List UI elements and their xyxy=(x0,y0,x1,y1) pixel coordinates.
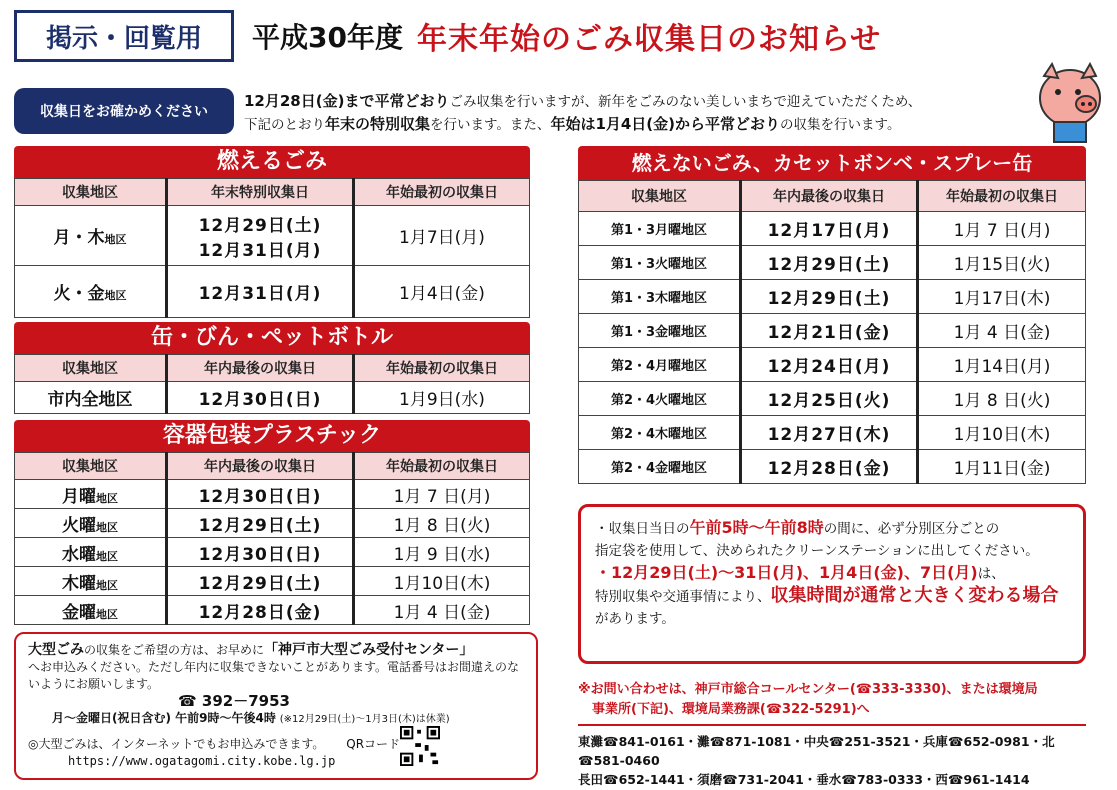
oversize-center: 「神戸市大型ごみ受付センター」 xyxy=(264,642,474,658)
phones-line2: 長田☎652-1441・須磨☎731-2041・垂水☎783-0333・西☎961-1414 xyxy=(578,772,1030,787)
col-first: 年始最初の収集日 xyxy=(354,179,530,206)
oversize-hours-line xyxy=(28,710,524,728)
burnable-table xyxy=(14,178,530,318)
cans-title: 缶・びん・ペットボトル xyxy=(14,322,530,354)
table-row xyxy=(15,596,530,625)
oversize-b: の収集をご希望の方は、お早めに xyxy=(84,643,265,657)
qr-code-icon[interactable] xyxy=(400,726,440,766)
intro-2-bold2: 年始は1月4日(金)から平常どおり xyxy=(550,115,781,133)
area-suffix: 地区 xyxy=(96,607,118,621)
plastic-section xyxy=(14,420,530,625)
area-suffix: 地区 xyxy=(96,491,118,505)
intro-bold-1: 12月28日(金)まで平常どおり xyxy=(244,92,450,110)
table-row xyxy=(15,509,530,538)
col-first: 年始最初の収集日 xyxy=(354,355,530,382)
oversize-c: へお申込みください。ただし年内に収集できないことがあります。電話番号はお間違えのないようにお願いします。 xyxy=(28,660,520,691)
oversize-url[interactable]: https://www.ogatagomi.city.kobe.lg.jp xyxy=(68,754,336,768)
first-date: 1月11日(金) xyxy=(918,450,1086,484)
nonburnable-title: 燃えないごみ、カセットボンベ・スプレー缶 xyxy=(578,146,1086,180)
table-row xyxy=(579,416,1086,450)
special-date-1: 12月29日(土) xyxy=(198,215,322,236)
area-cell xyxy=(15,206,167,266)
last-date: 12月29日(土) xyxy=(167,509,354,538)
intro-rest-1: ごみ収集を行いますが、新年をごみのない美しいまちで迎えていただくため、 xyxy=(449,94,922,110)
area-name: 金曜 xyxy=(62,602,96,623)
table-row xyxy=(579,314,1086,348)
oversize-hours: 月～金曜日(祝日含む) 午前9時～午後4時 xyxy=(52,711,276,725)
note2-b: 特別収集や交通事情により、 xyxy=(595,589,771,605)
first-date: 1月 9 日(水) xyxy=(354,538,530,567)
last-date: 12月30日(日) xyxy=(167,480,354,509)
area-name: 月曜 xyxy=(62,486,96,507)
check-dates-label xyxy=(14,88,234,134)
table-row xyxy=(15,266,530,318)
first-date: 1月 8 日(火) xyxy=(918,382,1086,416)
area-name: 第2・4金曜地区 xyxy=(579,450,741,484)
intro-2b: を行います。また、 xyxy=(430,117,551,133)
note2-red: ・12月29日(土)～31日(月)、1月4日(金)、7日(月) xyxy=(595,563,978,582)
area-suffix: 地区 xyxy=(96,520,118,534)
first-date: 1月7日(月) xyxy=(354,206,530,266)
note1-b: の間に、必ず分別区分ごとの xyxy=(823,521,1000,537)
cans-section xyxy=(14,322,530,414)
first-date: 1月14日(月) xyxy=(918,348,1086,382)
area-name: 第1・3火曜地区 xyxy=(579,246,741,280)
table-row xyxy=(15,206,530,266)
area-cell xyxy=(15,567,167,596)
special-date-cell xyxy=(167,206,354,266)
first-date: 1月 7 日(月) xyxy=(918,212,1086,246)
last-date: 12月24日(月) xyxy=(741,348,918,382)
area-cell xyxy=(15,509,167,538)
col-last: 年内最後の収集日 xyxy=(741,181,918,212)
area-name: 水曜 xyxy=(62,544,96,565)
area-name: 第1・3金曜地区 xyxy=(579,314,741,348)
nonburnable-section xyxy=(578,146,1086,484)
first-date: 1月4日(金) xyxy=(354,266,530,318)
note1-red: 午前5時～午前8時 xyxy=(689,518,824,537)
badge-label: 掲示・回覧用 xyxy=(45,23,202,54)
oversize-holiday: (※12月29日(土)～1月3日(木)は休業) xyxy=(279,714,450,725)
cans-table xyxy=(14,354,530,414)
posting-badge xyxy=(14,10,234,62)
office-phones xyxy=(578,732,1086,789)
intro-2a: 下記のとおり xyxy=(244,117,325,133)
area-suffix: 地区 xyxy=(96,578,118,592)
first-date: 1月17日(木) xyxy=(918,280,1086,314)
last-date: 12月29日(土) xyxy=(167,567,354,596)
area-suffix: 地区 xyxy=(104,233,127,246)
area-name: 第2・4木曜地区 xyxy=(579,416,741,450)
table-row xyxy=(15,538,530,567)
area-name: 月・木 xyxy=(53,228,105,248)
table-row xyxy=(579,280,1086,314)
special-date-2: 12月31日(月) xyxy=(198,240,322,261)
last-date: 12月21日(金) xyxy=(741,314,918,348)
first-date: 1月 7 日(月) xyxy=(354,480,530,509)
intro-2c: の収集を行います。 xyxy=(780,117,901,133)
first-date: 1月15日(火) xyxy=(918,246,1086,280)
last-date: 12月27日(木) xyxy=(741,416,918,450)
plastic-table xyxy=(14,452,530,625)
area-name: 第2・4火曜地区 xyxy=(579,382,741,416)
pig-mascot-icon xyxy=(1030,62,1110,146)
last-date: 12月17日(月) xyxy=(741,212,918,246)
plastic-title: 容器包装プラスチック xyxy=(14,420,530,452)
note2-a: は、 xyxy=(977,566,1005,582)
area-cell xyxy=(15,266,167,318)
note2-red2: 収集時間が通常と大きく変わる場合 xyxy=(770,585,1059,606)
table-row xyxy=(15,382,530,414)
first-date: 1月 4 日(金) xyxy=(354,596,530,625)
area-name: 第1・3木曜地区 xyxy=(579,280,741,314)
area-name: 木曜 xyxy=(62,573,96,594)
col-area: 収集地区 xyxy=(15,355,167,382)
fiscal-year: 平成30年度 xyxy=(252,21,403,54)
last-date: 12月30日(日) xyxy=(167,538,354,567)
special-date-1: 12月31日(月) xyxy=(167,266,354,318)
table-row xyxy=(579,212,1086,246)
area-cell xyxy=(15,480,167,509)
inquiry-line1: ※お問い合わせは、神戸市総合コールセンター(☎333-3330)、または環境局 xyxy=(578,682,1038,697)
inquiry-line2: 事業所(下記)、環境局業務課(☎322-5291)へ xyxy=(592,702,870,717)
oversize-internet-line xyxy=(28,736,524,753)
area-name: 第1・3月曜地区 xyxy=(579,212,741,246)
col-last: 年内最後の収集日 xyxy=(167,355,354,382)
inquiry-text xyxy=(578,680,1078,720)
check-dates-text: 収集日をお確かめください xyxy=(40,104,208,120)
oversize-garbage-box xyxy=(14,632,538,780)
last-date: 12月28日(金) xyxy=(741,450,918,484)
title-text: 年末年始のごみ収集日のお知らせ xyxy=(416,22,882,57)
area-suffix: 地区 xyxy=(104,289,127,302)
first-date: 1月10日(木) xyxy=(354,567,530,596)
last-date: 12月25日(火) xyxy=(741,382,918,416)
phones-line1: 東灘☎841-0161・灘☎871-1081・中央☎251-3521・兵庫☎652-0981・北☎581-0460 xyxy=(578,734,1055,768)
table-row xyxy=(579,450,1086,484)
last-date: 12月29日(土) xyxy=(741,246,918,280)
col-area: 収集地区 xyxy=(15,453,167,480)
note1-a: ・収集日当日の xyxy=(595,521,690,537)
table-row xyxy=(15,480,530,509)
col-last: 年内最後の収集日 xyxy=(167,453,354,480)
oversize-a: 大型ごみ xyxy=(28,642,84,658)
area-name: 火・金 xyxy=(53,284,105,304)
col-area: 収集地区 xyxy=(15,179,167,206)
note1-c: 指定袋を使用して、決められたクリーンステーションに出してください。 xyxy=(595,543,1039,559)
divider xyxy=(578,724,1086,726)
first-date: 1月 4 日(金) xyxy=(918,314,1086,348)
col-special: 年末特別収集日 xyxy=(167,179,354,206)
first-date: 1月 8 日(火) xyxy=(354,509,530,538)
qr-label: QRコード xyxy=(346,737,401,751)
table-row xyxy=(15,567,530,596)
oversize-internet: ◎大型ごみは、インターネットでもお申込みできます。 xyxy=(28,737,325,751)
area-cell xyxy=(15,596,167,625)
oversize-phone: ☎ 392－7953 xyxy=(178,692,290,710)
intro-text xyxy=(244,90,1034,136)
last-date: 12月29日(土) xyxy=(741,280,918,314)
col-first: 年始最初の収集日 xyxy=(918,181,1086,212)
area-cell xyxy=(15,538,167,567)
area-suffix: 地区 xyxy=(96,549,118,563)
table-row xyxy=(579,246,1086,280)
first-date: 1月10日(木) xyxy=(918,416,1086,450)
area-name: 第2・4月曜地区 xyxy=(579,348,741,382)
note2-c: があります。 xyxy=(595,611,675,627)
table-row xyxy=(579,348,1086,382)
first-date: 1月9日(水) xyxy=(354,382,530,414)
last-date: 12月28日(金) xyxy=(167,596,354,625)
burnable-section xyxy=(14,146,530,318)
area-name: 火曜 xyxy=(62,515,96,536)
col-first: 年始最初の収集日 xyxy=(354,453,530,480)
burnable-title: 燃えるごみ xyxy=(14,146,530,178)
col-area: 収集地区 xyxy=(579,181,741,212)
area-name: 市内全地区 xyxy=(15,382,167,414)
nonburnable-table xyxy=(578,180,1086,484)
page-title xyxy=(252,10,1092,62)
last-date: 12月30日(日) xyxy=(167,382,354,414)
notes-box xyxy=(578,504,1086,664)
intro-2-bold: 年末の特別収集 xyxy=(325,115,431,133)
table-row xyxy=(579,382,1086,416)
